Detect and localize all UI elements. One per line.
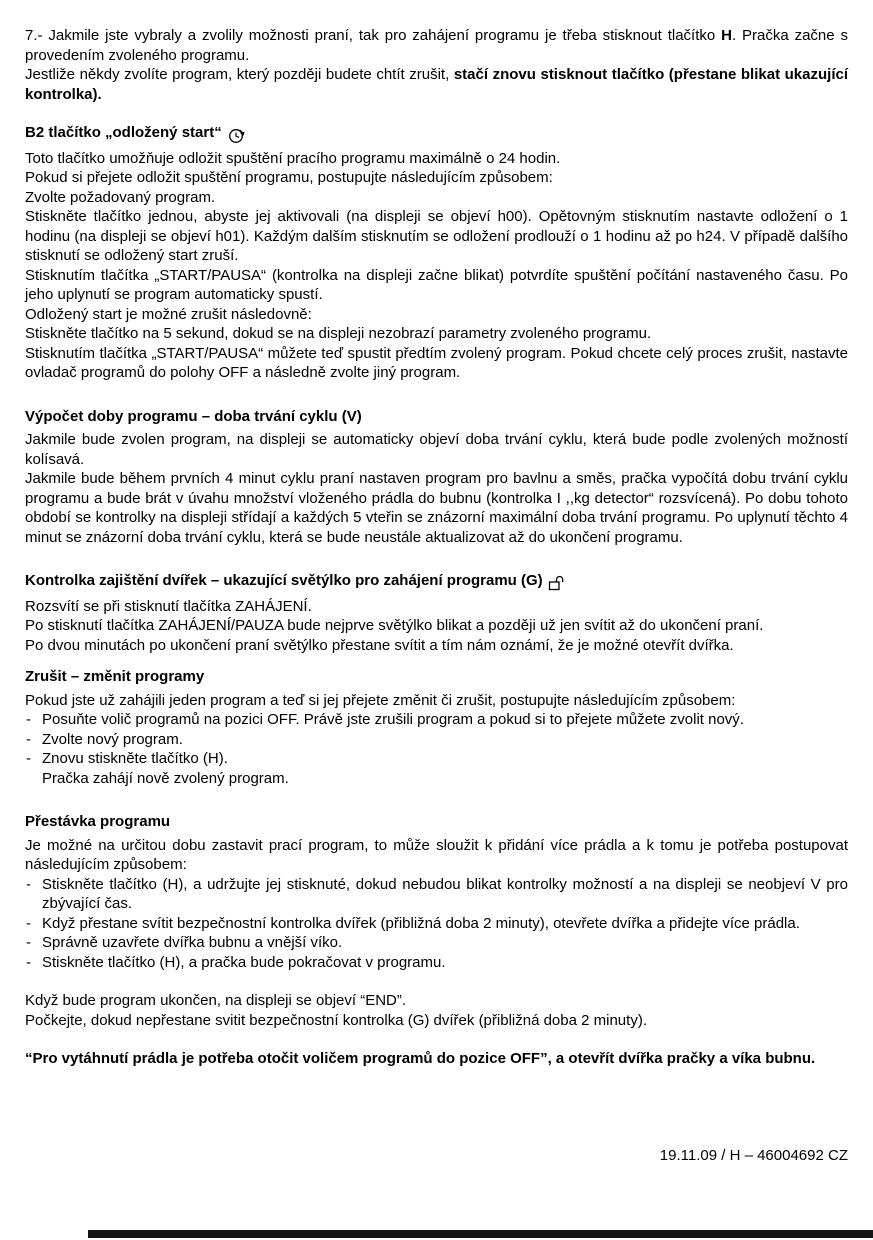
- paragraph-line: Zvolte požadovaný program.: [25, 188, 216, 206]
- paragraph-line: Po dvou minutách po ukončení praní světýlko přestane svítit a tím nám oznámí, že je možné otevřít dvířka.: [25, 636, 734, 654]
- heading-text: B2 tlačítko „odložený start“: [25, 124, 222, 141]
- paragraph-line: Je možné na určitou dobu zastavit prací program, to může sloužit k přidání více prádla a k tomu je potřeba postupovat následujícím způsobem:: [25, 836, 848, 873]
- paragraph-line: Když bude program ukončen, na displeji se objeví “END”.: [25, 992, 407, 1009]
- text-run: . Pračka začne s provedením zvoleného programu.: [25, 27, 848, 64]
- paragraph-line: Jakmile bude během prvních 4 minut cyklu praní nastaven program pro bavlnu a směs, pračka vypočítá dobu trvání cyklu programu a bude brát v úvahu množství vloženého prádla do bubnu (kontrolka I ,,kg detector“ rozsvícená). Po dobu tohoto období se kontrolky na displeji střídají a každých 5 vteřin se znázorní maximální doba trvání programu. Po uplynutí těchto 4 minut se znázorní doba trvání cyklu, která se bude neustále aktualizovat až do ukončení programu.: [25, 470, 848, 546]
- text-run: Jestliže někdy zvolíte program, který později budete chtít zrušit,: [25, 66, 454, 83]
- list-item-text: Pračka zahájí nově zvolený program.: [42, 769, 289, 787]
- list-item: [25, 914, 848, 934]
- text-run-bold: stačí znovu stisknout tlačítko (přestane blikat ukazující kontrolka).: [25, 66, 848, 103]
- spacer: [25, 1030, 848, 1049]
- section-heading-cancel-change: [25, 667, 848, 687]
- paragraph-line: Toto tlačítko umožňuje odložit spuštění pracího programu maximálně o 24 hodin.: [25, 149, 561, 167]
- paragraph-line: Stiskněte tlačítko na 5 sekund, dokud se na displeji nezobrazí parametry zvoleného programu.: [25, 325, 652, 342]
- heading-text: Přestávka programu: [25, 813, 171, 830]
- page-edge-bar: [88, 1230, 873, 1238]
- list-item-text: Správně uzavřete dvířka bubnu a vnější víko.: [42, 934, 343, 951]
- list-item-text: Znovu stiskněte tlačítko (H).: [42, 750, 228, 767]
- button-h-label: H: [721, 27, 732, 44]
- paragraph-line: Stisknutím tlačítka „START/PAUSA“ (kontrolka na displeji začne blikat) potvrdíte spuštění počítání nastaveného času. Po jeho uplynutí se program automaticky spustí.: [25, 266, 848, 303]
- list-dash: -: [26, 750, 31, 767]
- intro-paragraph-line-1: [25, 26, 848, 65]
- list-item-continuation: [25, 769, 848, 789]
- list-dash: -: [26, 914, 31, 932]
- spacer: [25, 383, 848, 407]
- section-heading-door-lock: [25, 571, 848, 593]
- text-run: 7.- Jakmile jste vybraly a zvolily možnosti praní, tak pro zahájení programu je třeba stisknout tlačítko: [25, 27, 722, 44]
- list-item-text: Posuňte volič programů na pozici OFF. Právě jste zrušili program a pokud si to přejete můžete zvolit nový.: [42, 711, 744, 728]
- page-footer: [660, 1146, 848, 1166]
- list-item-text: Stiskněte tlačítko (H), a pračka bude pokračovat v programu.: [42, 953, 446, 971]
- paragraph-line: Pokud jste už zahájili jeden program a teď si jej přejete změnit či zrušit, postupujte následujícím způsobem:: [25, 691, 736, 709]
- spacer: [25, 547, 848, 571]
- list-item: [25, 933, 848, 953]
- section-heading-delayed-start: [25, 123, 848, 145]
- paragraph-line: Pokud si přejete odložit spuštění programu, postupujte následujícím způsobem:: [25, 169, 553, 186]
- list-item: [25, 749, 848, 769]
- list-dash: -: [26, 953, 31, 971]
- paragraph-line: Stiskněte tlačítko jednou, abyste jej aktivovali (na displeji se objeví h00). Opětovným stisknutím nastavte odložení o 1 hodinu (na displeji se objeví h01). Každým dalším stisknutím se odložení prodlouží o 1 hodinu až po h24. V případě dalšího stisknutí se odložený start zruší.: [25, 208, 848, 264]
- document-code: 19.11.09 / H – 46004692 CZ: [659, 1147, 848, 1164]
- list-indent-spacer: [25, 769, 42, 789]
- final-note: “Pro vytáhnutí prádla je potřeba otočit voličem programů do pozice OFF”, a otevřít dvířka pračky a víka bubnu.: [25, 1050, 816, 1067]
- list-dash: -: [26, 875, 31, 893]
- spacer: [25, 788, 848, 812]
- list-item: [25, 730, 848, 750]
- list-item: [25, 953, 848, 973]
- spacer: [25, 972, 848, 991]
- list-dash: -: [26, 934, 31, 951]
- list-item-text: Zvolte nový program.: [42, 730, 183, 748]
- heading-text: Zrušit – změnit programy: [25, 668, 205, 685]
- section-heading-cycle-duration: [25, 407, 848, 427]
- paragraph-line: Rozsvítí se při stisknutí tlačítka ZAHÁJENÍ.: [25, 597, 312, 615]
- list-item-text: Když přestane svítit bezpečnostní kontrolka dvířek (přibližná doba 2 minuty), otevřete dvířka a přidejte více prádla.: [42, 914, 800, 932]
- heading-text: Kontrolka zajištění dvířek – ukazující světýlko pro zahájení programu (G): [25, 572, 543, 589]
- heading-text: Výpočet doby programu – doba trvání cyklu (V): [25, 407, 362, 425]
- spacer: [25, 104, 848, 123]
- paragraph-line: Jakmile bude zvolen program, na displeji se automaticky objeví doba trvání cyklu, která bude podle zvolených možností kolísavá.: [25, 431, 848, 468]
- paragraph-line: Po stisknutí tlačítka ZAHÁJENÍ/PAUZA bude nejprve světýlko blikat a později už jen svítit až do ukončení praní.: [25, 617, 764, 634]
- paragraph-line: Odložený start je možné zrušit následovně:: [25, 305, 312, 323]
- list-dash: -: [26, 711, 31, 728]
- delayed-start-clock-icon: [227, 125, 247, 145]
- paragraph-line: Stisknutím tlačítka „START/PAUSA“ můžete teď spustit předtím zvolený program. Pokud chcete celý proces zrušit, nastavte ovladač programů do polohy OFF a následně zvolte jiný program.: [25, 344, 848, 381]
- list-item: [25, 875, 848, 914]
- list-item: [25, 710, 848, 730]
- section-heading-pause-program: [25, 812, 848, 832]
- list-item-text: Stiskněte tlačítko (H), a udržujte jej stisknuté, dokud nebudou blikat kontrolky možností a na displeji se neobjeví V pro zbývající čas.: [42, 875, 848, 912]
- door-lock-padlock-icon: [548, 573, 565, 593]
- list-dash: -: [26, 730, 31, 748]
- paragraph-line: Počkejte, dokud nepřestane svitit bezpečnostní kontrolka (G) dvířek (přibližná doba 2 minuty).: [25, 1011, 647, 1029]
- spacer: [25, 655, 848, 667]
- intro-paragraph-line-2: [25, 65, 848, 104]
